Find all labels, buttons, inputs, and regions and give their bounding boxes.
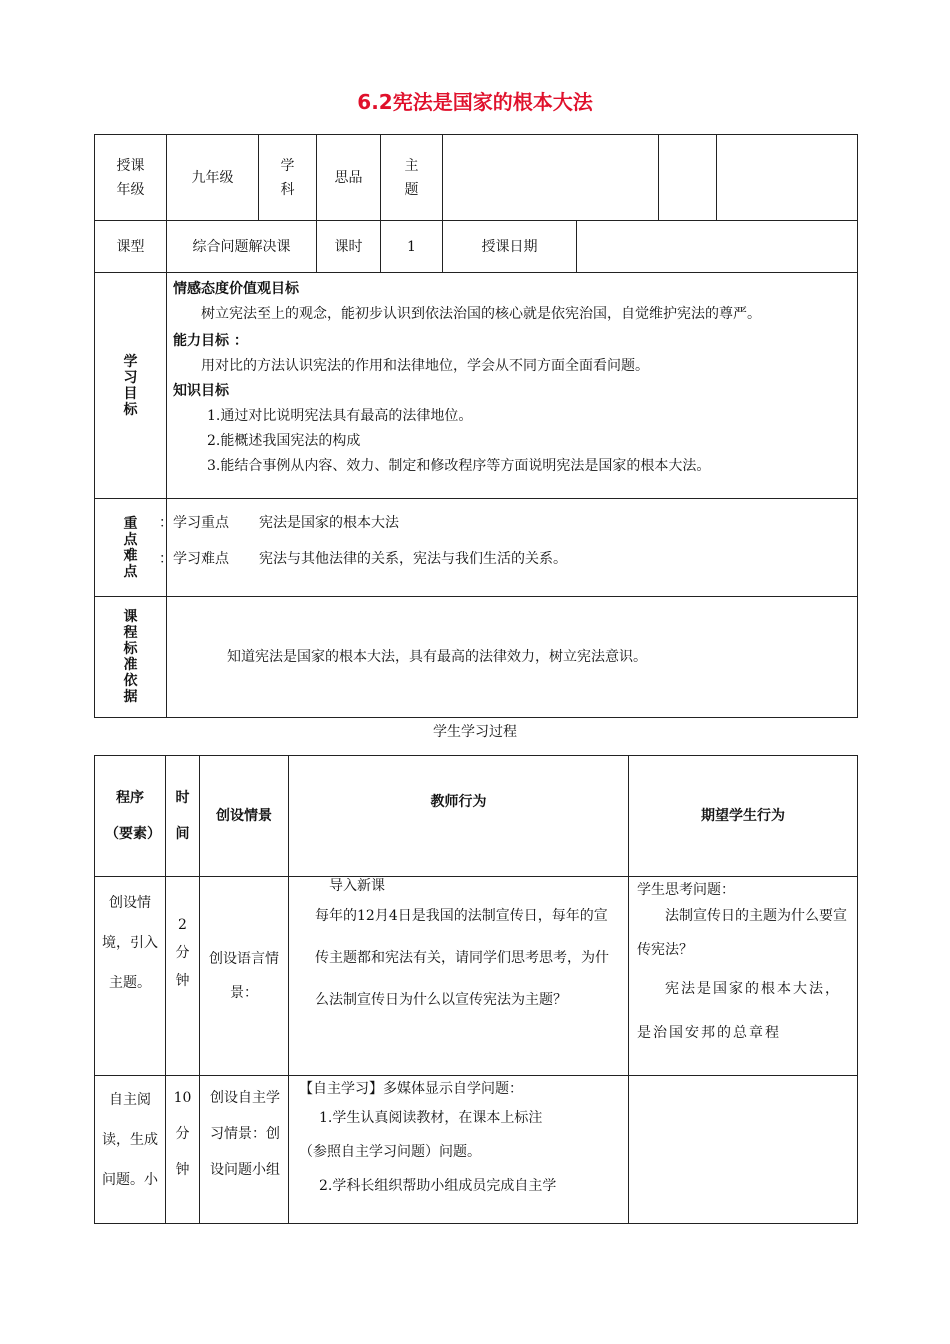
header-teacher: 教师行为 — [289, 756, 629, 877]
subject-label: 学科 — [259, 135, 317, 221]
knowledge-item: 1.通过对比说明宪法具有最高的法律地位。 — [207, 408, 473, 424]
emotion-title: 情感态度价值观目标 — [173, 281, 299, 297]
header-student: 期望学生行为 — [629, 756, 858, 877]
row1-student-line: 宪法是国家的根本大法，是治国安邦的总章程 — [637, 981, 841, 1041]
topic-label: 主题 — [381, 135, 443, 221]
ability-text: 用对比的方法认识宪法的作用和法律地位，学会从不同方面全面看问题。 — [201, 358, 649, 374]
type-label: 课型 — [95, 221, 167, 273]
row2-time: 10分钟 — [166, 1076, 200, 1224]
date-label: 授课日期 — [443, 221, 577, 273]
knowledge-title: 知识目标 — [173, 383, 229, 399]
row2-step: 自主阅读，生成问题。小 — [95, 1076, 166, 1224]
page-title: 6.2宪法是国家的根本大法 — [357, 90, 593, 114]
date-value — [577, 221, 858, 273]
knowledge-item: 2.能概述我国宪法的构成 — [207, 433, 361, 449]
row2-teacher-line: （参照自主学习问题）问题。 — [299, 1144, 481, 1160]
grade-value: 九年级 — [167, 135, 259, 221]
emotion-text: 树立宪法至上的观念，能初步认识到依法治国的核心就是依宪治国，自觉维护宪法的尊严。 — [201, 306, 761, 322]
ability-title: 能力目标 ： — [173, 333, 248, 349]
standard-label: 课程标准依据 — [95, 597, 167, 718]
blank-cell — [659, 135, 717, 221]
row1-step: 创设情境，引入主题。 — [95, 877, 166, 1076]
row1-teacher — [289, 877, 629, 1076]
row2-teacher-line: 2.学科长组织帮助小组成员完成自主学 — [319, 1178, 557, 1194]
key-point-text: 宪法是国家的根本大法 — [259, 515, 399, 531]
row2-scene: 创设自主学习情景：创设问题小组 — [200, 1076, 289, 1224]
lesson-info-table — [94, 134, 858, 718]
row1-student-line: 学生思考问题： — [637, 882, 735, 898]
row1-teacher-text: 每年的12月4日是我国的法制宣传日，每年的宣传主题都和宪法有关，请同学们思考思考，为什么法制宣传日为什么以宣传宪法为主题？ — [315, 908, 609, 1008]
key-content — [159, 499, 858, 597]
header-time: 时间 — [166, 756, 200, 877]
header-step: 程序（要素） — [95, 756, 166, 877]
hours-value: 1 — [381, 221, 443, 273]
hard-point-text: 宪法与其他法律的关系，宪法与我们生活的关系。 — [259, 551, 567, 567]
standard-text: 知道宪法是国家的根本大法，具有最高的法律效力，树立宪法意识。 — [167, 597, 858, 718]
hours-label: 课时 — [317, 221, 381, 273]
key-label: 重点难点 — [95, 499, 167, 597]
goals-label: 学习目标 — [95, 273, 167, 499]
row1-student — [629, 877, 858, 1076]
hard-point-label: ：学习难点 — [159, 551, 229, 567]
row1-scene: 创设语言情景： — [200, 877, 289, 1076]
key-point-label: ：学习重点 — [159, 515, 229, 531]
row2-student — [629, 1076, 858, 1224]
process-table — [94, 755, 858, 1224]
grade-label: 授课年级 — [95, 135, 167, 221]
subject-value: 思品 — [317, 135, 381, 221]
row2-teacher-line: 1.学生认真阅读教材，在课本上标注 — [319, 1110, 543, 1126]
header-scene: 创设情景 — [200, 756, 289, 877]
row1-teacher-title: 导入新课 — [329, 878, 385, 894]
blank-cell — [717, 135, 858, 221]
row2-teacher-line: 【自主学习】多媒体显示自学问题： — [299, 1081, 523, 1097]
row2-teacher — [289, 1076, 629, 1224]
process-title: 学生学习过程 — [433, 724, 517, 740]
topic-value — [443, 135, 659, 221]
row1-student-line: 法制宣传日的主题为什么要宣传宪法？ — [637, 908, 847, 958]
knowledge-item: 3.能结合事例从内容、效力、制定和修改程序等方面说明宪法是国家的根本大法。 — [207, 458, 711, 474]
row1-time: 2分钟 — [166, 877, 200, 1076]
goals-content — [167, 273, 858, 499]
type-value: 综合问题解决课 — [167, 221, 317, 273]
